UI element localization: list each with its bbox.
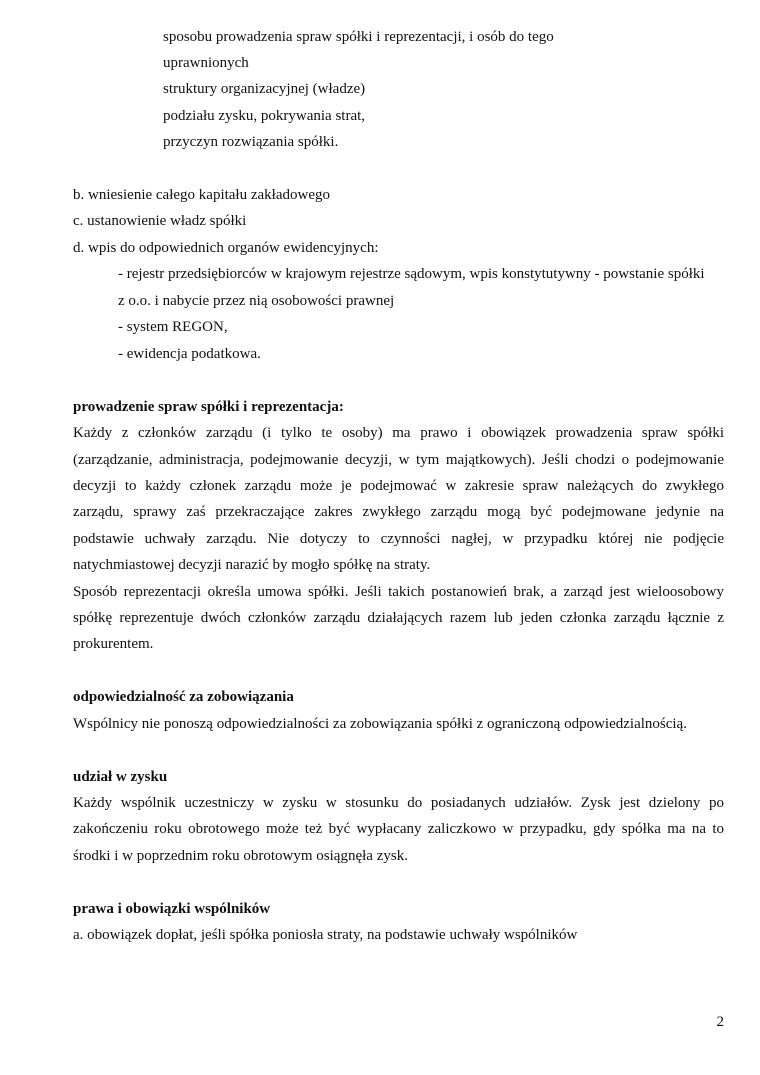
step-c: c. ustanowienie władz spółki <box>73 213 247 229</box>
paragraph-line: Każdy wspólnik uczestniczy w zysku w stosunku do posiadanych udziałów. Zysk jest dzielony po <box>73 795 724 811</box>
step-d-sub-item: - system REGON, <box>118 319 228 335</box>
paragraph-line: Każdy z członków zarządu (i tylko te osoby) ma prawo i obowiązek prowadzenia spraw spółki <box>73 425 724 441</box>
paragraph-line: środki i w poprzednim roku obrotowym osiągnęła zysk. <box>73 848 408 864</box>
paragraph-line: spółkę reprezentuje dwóch członków zarządu działających razem lub jeden członka zarządu łącznie z <box>73 610 724 626</box>
list-item: podziału zysku, pokrywania strat, <box>163 108 366 124</box>
step-d: d. wpis do odpowiednich organów ewidencyjnych: <box>73 240 379 256</box>
paragraph-line: decyzji to każdy członek zarządu może je podejmować w zakresie spraw należących do zwykłego <box>73 478 724 494</box>
paragraph-line: Wspólnicy nie ponoszą odpowiedzialności za zobowiązania spółki z ograniczoną odpowiedzialnością. <box>73 716 687 732</box>
paragraph-line: podstawie uchwały zarządu. Nie dotyczy to czynności nagłej, w przypadku której nie podjęcie <box>73 531 724 547</box>
paragraph-line: a. obowiązek dopłat, jeśli spółka poniosła straty, na podstawie uchwały wspólników <box>73 927 578 943</box>
section-heading-profit: udział w zysku <box>73 769 168 785</box>
list-item: sposobu prowadzenia spraw spółki i reprezentacji, i osób do tego <box>163 29 554 45</box>
section-heading-management: prowadzenie spraw spółki i reprezentacja: <box>73 399 344 415</box>
paragraph-line: (zarządzanie, administracja, podejmowanie decyzji, w tym majątkowych). Jeśli chodzi o podejmowanie <box>73 452 724 468</box>
section-heading-rights: prawa i obowiązki wspólników <box>73 901 271 917</box>
paragraph-line: natychmiastowej decyzji narazić by mogło spółkę na straty. <box>73 557 431 573</box>
step-d-sub-item: - rejestr przedsiębiorców w krajowym rejestrze sądowym, wpis konstytutywny - powstanie spółki <box>118 266 705 282</box>
paragraph-line: prokurentem. <box>73 636 154 652</box>
step-d-sub-item: z o.o. i nabycie przez nią osobowości prawnej <box>118 293 395 309</box>
paragraph-line: zakończeniu roku obrotowego może też być wypłacany zaliczkowo w przypadku, gdy spółka ma na to <box>73 821 724 837</box>
section-heading-liability: odpowiedzialność za zobowiązania <box>73 689 294 705</box>
list-item: uprawnionych <box>163 55 249 71</box>
step-b: b. wniesienie całego kapitału zakładowego <box>73 187 330 203</box>
step-d-sub-item: - ewidencja podatkowa. <box>118 346 261 362</box>
list-item: struktury organizacyjnej (władze) <box>163 81 366 97</box>
paragraph-line: zarządu, sprawy zaś przekraczające zakres zwykłego zarządu mogą być podejmowane jedynie na <box>73 504 724 520</box>
paragraph-line: Sposób reprezentacji określa umowa spółki. Jeśli takich postanowień brak, a zarząd jest wieloosobowy <box>73 584 724 600</box>
page-number: 2 <box>716 1014 724 1030</box>
list-item: przyczyn rozwiązania spółki. <box>163 134 339 150</box>
